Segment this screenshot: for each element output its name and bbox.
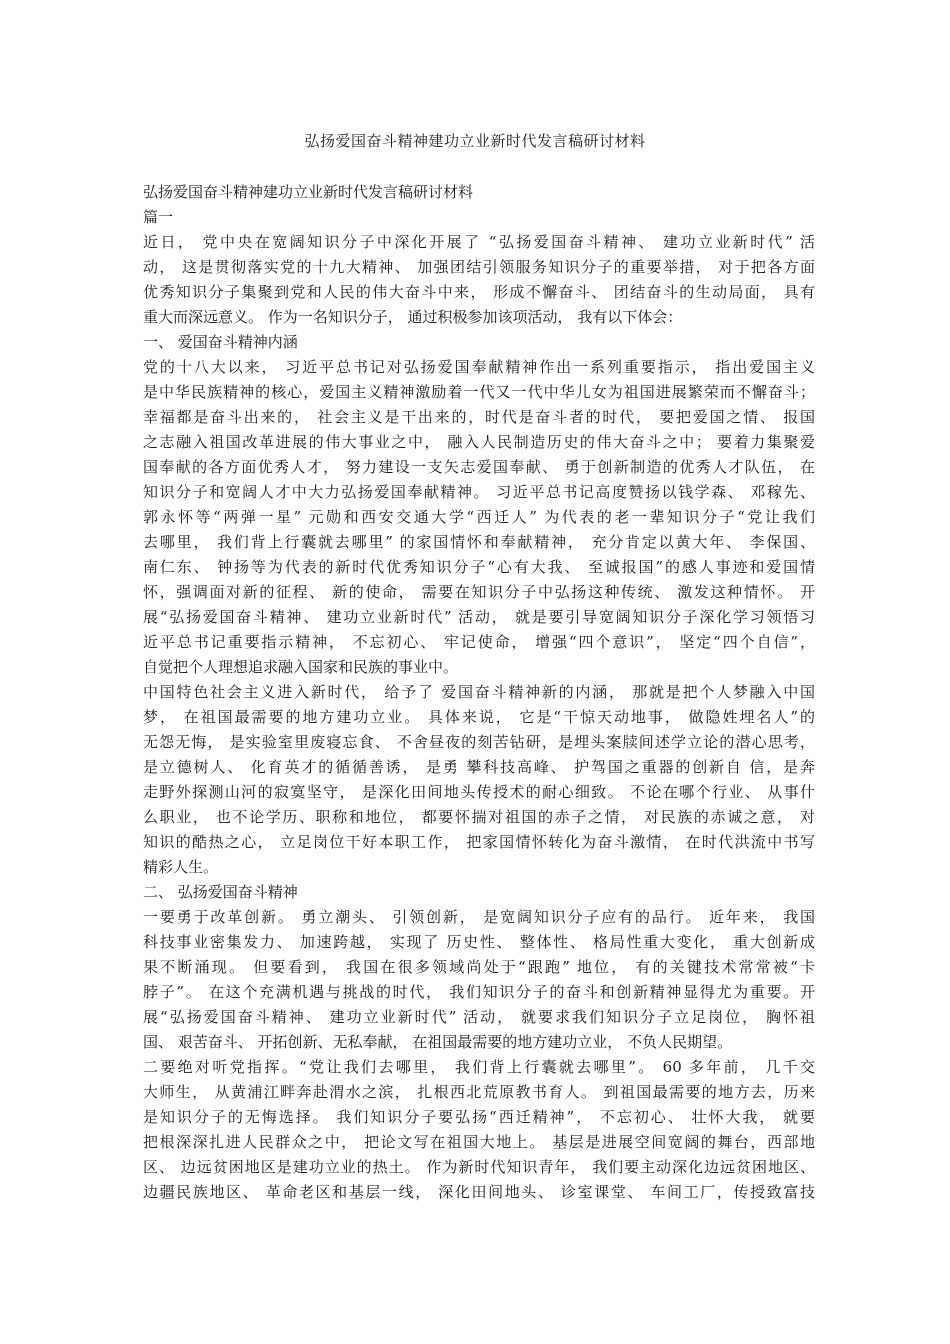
text-line: 大师生， 从黄浦江畔奔赴渭水之滨， 扎根西北荒原教书育人。 到祖国最需要的地方去，历来 — [143, 1083, 815, 1101]
text-line: 郭永怀等“两弹一星” 元勋和西安交通大学“西迁人” 为代表的老一辈知识分子“党让我们 — [143, 508, 815, 526]
text-line: 区、 边远贫困地区是建功立业的热土。 作为新时代知识青年， 我们要主动深化边远贫困地区、 — [143, 1158, 815, 1176]
text-line: 脖子”。 在这个充满机遇与挑战的时代， 我们知识分子的奋斗和创新精神显得尤为重要。开 — [143, 983, 815, 1001]
document-title: 弘扬爱国奋斗精神建功立业新时代发言稿研讨材料 — [304, 132, 646, 150]
text-line: 篇一 — [143, 208, 174, 226]
text-line: 是中华民族精神的核心，爱国主义精神激励着一代又一代中华儿女为祖国进展繁荣而不懈奋斗； — [143, 383, 815, 401]
document-body — [143, 180, 815, 1205]
text-line: 么职业， 也不论学历、职称和地位， 都要怀揣对祖国的赤子之情， 对民族的赤诚之意， 对 — [143, 808, 815, 826]
text-line: 去哪里， 我们背上行囊就去哪里” 的家国情怀和奉献精神， 充分肯定以黄大年、 李保国、 — [143, 533, 815, 551]
text-line: 是知识分子的无悔选择。 我们知识分子要弘扬“西迁精神”， 不忘初心、 壮怀大我， 就要 — [143, 1108, 815, 1126]
text-line: 展“弘扬爱国奋斗精神、 建功立业新时代” 活动， 就是要引导宽阔知识分子深化学习领悟习 — [143, 608, 815, 626]
text-line: 国奉献的各方面优秀人才， 努力建设一支矢志爱国奉献、 勇于创新制造的优秀人才队伍， 在 — [143, 458, 815, 476]
text-line: 中国特色社会主义进入新时代， 给予了 爱国奋斗精神新的内涵， 那就是把个人梦融入中国 — [143, 683, 815, 701]
text-line: 南仁东、 钟扬等为代表的新时代优秀知识分子“心有大我、 至诚报国”的感人事迹和爱国情 — [143, 558, 815, 576]
text-line: 知识的酷热之心， 立足岗位干好本职工作， 把家国情怀转化为奋斗激情， 在时代洪流中书写 — [143, 833, 815, 851]
text-line: 自觉把个人理想追求融入国家和民族的事业中。 — [143, 658, 459, 676]
text-line: 展“弘扬爱国奋斗精神、 建功立业新时代” 活动， 就要求我们知识分子立足岗位， 胸怀祖 — [143, 1008, 815, 1026]
text-line: 二、 弘扬爱国奋斗精神 — [143, 883, 298, 901]
text-line: 知识分子和宽阔人才中大力弘扬爱国奉献精神。 习近平总书记高度赞扬以钱学森、 邓稼先、 — [143, 483, 815, 501]
text-line: 优秀知识分子集聚到党和人民的伟大奋斗中来， 形成不懈奋斗、 团结奋斗的生动局面， 具有 — [143, 283, 815, 301]
text-line: 弘扬爱国奋斗精神建功立业新时代发言稿研讨材料 — [143, 183, 474, 201]
text-line: 幸福都是奋斗出来的， 社会主义是干出来的，时代是奋斗者的时代， 要把爱国之情、 报国 — [143, 408, 815, 426]
text-line: 怀，强调面对新的征程、 新的使命， 需要在知识分子中弘扬这种传统、 激发这种情怀。 开 — [143, 583, 815, 601]
text-line: 重大而深远意义。 作为一名知识分子， 通过积极参加该项活动， 我有以下体会： — [143, 308, 683, 326]
text-line: 近日， 党中央在宽阔知识分子中深化开展了 “弘扬爱国奋斗精神、 建功立业新时代” 活 — [143, 233, 815, 251]
text-line: 精彩人生。 — [143, 858, 219, 876]
text-line: 梦， 在祖国最需要的地方建功立业。 具体来说， 它是“干惊天动地事， 做隐姓埋名人”的 — [143, 708, 815, 726]
text-line: 一、 爱国奋斗精神内涵 — [143, 333, 298, 351]
text-line: 近平总书记重要指示精神， 不忘初心、 牢记使命， 增强“四个意识”， 坚定“四个自信”， — [143, 633, 815, 651]
text-line: 把根深深扎进人民群众之中， 把论文写在祖国大地上。 基层是进展空间宽阔的舞台，西部地 — [143, 1133, 815, 1151]
text-line: 走野外探测山河的寂寞坚守， 是深化田间地头传授术的耐心细致。 不论在哪个行业、 从事什 — [143, 783, 815, 801]
text-line: 国、 艰苦奋斗、 开拓创新、无私奉献， 在祖国最需要的地方建功立业， 不负人民期望。 — [143, 1033, 733, 1051]
text-line: 之志融入祖国改革进展的伟大事业之中， 融入人民制造历史的伟大奋斗之中； 要着力集聚爱 — [143, 433, 815, 451]
text-line: 是立德树人、 化育英才的循循善诱， 是勇 攀科技高峰、 护驾国之重器的创新自 信，是奔 — [143, 758, 815, 776]
text-line: 动， 这是贯彻落实党的十九大精神、 加强团结引领服务知识分子的重要举措， 对于把各方面 — [143, 258, 815, 276]
text-line: 果不断涌现。 但要看到， 我国在很多领域尚处于“跟跑” 地位， 有的关键技术常常被“卡 — [143, 958, 815, 976]
text-line: 二要绝对听党指挥。“党让我们去哪里， 我们背上行囊就去哪里”。 60 多年前， 几千交 — [143, 1058, 815, 1076]
text-line: 一要勇于改革创新。 勇立潮头、 引领创新， 是宽阔知识分子应有的品行。 近年来， 我国 — [143, 908, 815, 926]
text-line: 边疆民族地区、 革命老区和基层一线， 深化田间地头、 诊室课堂、 车间工厂，传授致富技 — [143, 1183, 815, 1201]
text-line: 科技事业密集发力、 加速跨越， 实现了 历史性、 整体性、 格局性重大变化， 重大创新成 — [143, 933, 815, 951]
text-line: 党的十八大以来， 习近平总书记对弘扬爱国奉献精神作出一系列重要指示， 指出爱国主义 — [143, 358, 815, 376]
text-line: 无怨无悔， 是实验室里废寝忘食、 不舍昼夜的刻苦钻研，是埋头案牍间述学立论的潜心思考， — [143, 733, 815, 751]
